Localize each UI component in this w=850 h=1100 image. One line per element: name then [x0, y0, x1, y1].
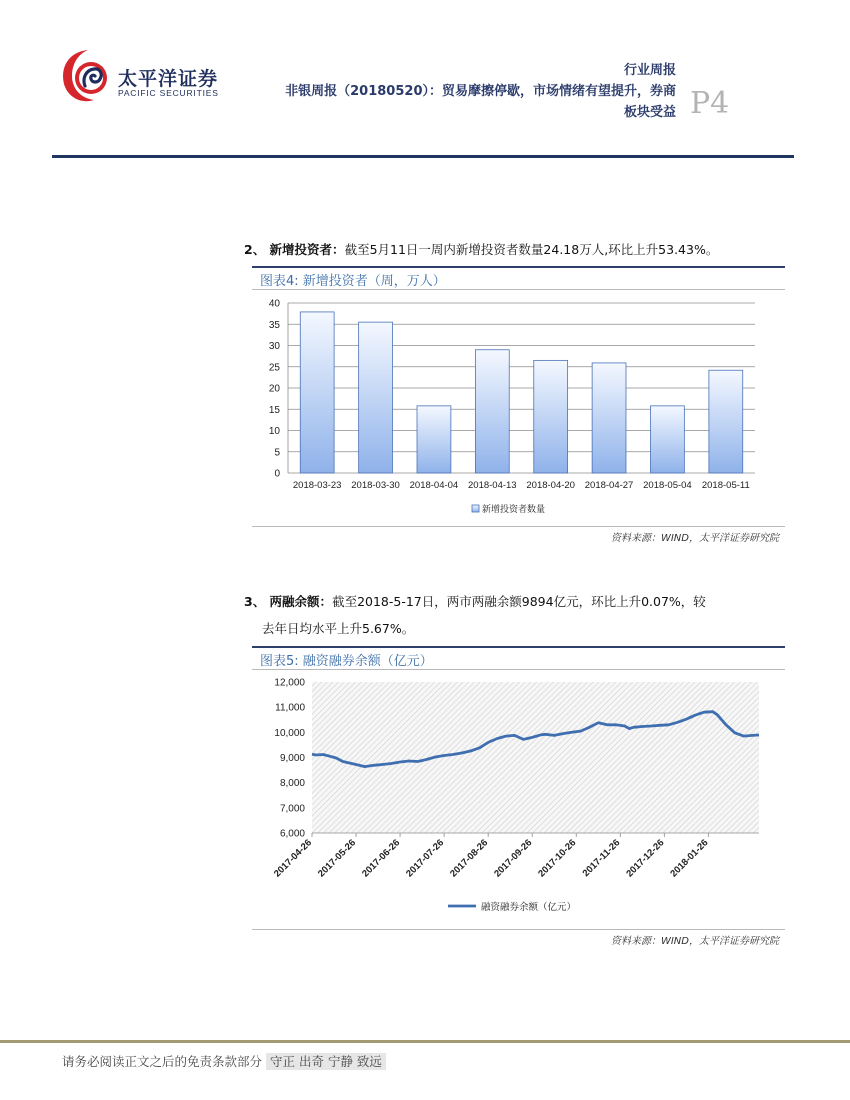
x-tick-label: 2017-10-26 [536, 837, 579, 880]
figure4-title: 图表4: 新增投资者（周，万人） [260, 274, 446, 289]
x-tick-label: 2017-07-26 [404, 837, 447, 880]
figure5-source: 资料来源：WIND，太平洋证券研究院 [610, 936, 779, 947]
chart-legend [448, 901, 576, 913]
section2-heading: 2、 新增投资者： [244, 242, 345, 257]
bar [359, 322, 393, 473]
footer-rule [0, 1040, 850, 1043]
footer-disclaimer: 请务必阅读正文之后的免责条款部分 [62, 1054, 263, 1069]
figure5-chart [252, 672, 785, 924]
report-type: 行业周报 [623, 63, 676, 78]
y-tick-label: 11,000 [275, 702, 305, 714]
bar [651, 406, 685, 473]
section3-text-line1: 截至2018-5-17日，两市两融余额9894亿元，环比上升0.07%，较 [332, 594, 706, 609]
y-tick-label: 9,000 [279, 753, 305, 764]
y-tick-label: 8,000 [279, 778, 305, 790]
x-tick-label: 2018-04-20 [526, 480, 575, 491]
section3-heading: 3、 两融余额： [244, 594, 333, 609]
figure4-bottom-rule [252, 526, 785, 527]
bar [592, 363, 626, 473]
logo-en: PACIFIC SECURITIES [118, 88, 219, 98]
section3-text-line2: 去年日均水平上升5.67%。 [262, 621, 415, 636]
x-tick-label: 2017-11-26 [580, 837, 623, 880]
x-tick-label: 2018-05-11 [701, 480, 750, 491]
report-title-line2: 板块受益 [623, 105, 676, 120]
y-tick-label: 6,000 [279, 828, 305, 840]
x-tick-label: 2017-08-26 [448, 837, 491, 880]
y-tick-label: 15 [268, 404, 280, 416]
figure4-source: 资料来源：WIND，太平洋证券研究院 [610, 533, 779, 544]
header-rule [52, 155, 794, 158]
x-tick-label: 2018-03-23 [292, 480, 342, 491]
legend-swatch [472, 505, 479, 512]
figure4-chart [252, 292, 785, 522]
x-tick-label: 2018-04-27 [584, 480, 634, 491]
bar [534, 360, 568, 473]
chart-legend [472, 503, 545, 514]
x-tick-label: 2017-05-26 [316, 837, 359, 880]
company-logo [58, 46, 112, 106]
y-tick-label: 12,000 [274, 677, 305, 689]
legend-label: 新增投资者数量 [482, 504, 546, 514]
y-tick-label: 25 [268, 362, 280, 374]
y-tick-label: 30 [268, 341, 280, 352]
y-tick-label: 0 [274, 468, 280, 480]
x-tick-label: 2017-12-26 [624, 837, 667, 880]
section2-text: 截至5月11日一周内新增投资者数量24.18万人,环比上升53.43%。 [344, 242, 719, 257]
y-tick-label: 10 [268, 426, 280, 437]
plot-area [312, 682, 759, 833]
y-tick-label: 10,000 [274, 727, 305, 739]
figure5-title-rule [252, 669, 785, 670]
figure5-top-rule [252, 646, 785, 648]
x-tick-label: 2018-04-13 [468, 480, 517, 491]
x-tick-label: 2017-06-26 [360, 837, 403, 880]
figure5-title: 图表5: 融资融券余额（亿元） [260, 654, 433, 669]
section2-paragraph [244, 240, 804, 258]
x-tick-label: 2018-05-04 [643, 480, 692, 491]
section3-paragraph [244, 592, 804, 610]
x-tick-label: 2018-01-26 [668, 837, 711, 880]
bar [300, 312, 334, 473]
figure5-bottom-rule [252, 929, 785, 930]
x-tick-label: 2017-04-26 [271, 837, 315, 880]
y-tick-label: 7,000 [279, 803, 305, 815]
y-tick-label: 40 [268, 298, 280, 310]
bar [475, 350, 509, 473]
x-tick-label: 2018-04-04 [409, 480, 459, 491]
bar [709, 370, 743, 473]
legend-label: 融资融券余额（亿元） [481, 902, 577, 913]
figure4-title-rule [252, 289, 785, 290]
y-tick-label: 5 [274, 447, 280, 459]
footer-motto: 守正 出奇 宁静 致远 [266, 1053, 386, 1070]
figure4-top-rule [252, 266, 785, 268]
logo-cn: 太平洋证券 [118, 68, 219, 90]
report-title-line1: 非银周报（20180520）：贸易摩擦停歇，市场情绪有望提升，券商 [285, 84, 676, 99]
x-tick-label: 2017-09-26 [492, 837, 535, 880]
bar [417, 406, 451, 473]
y-tick-label: 35 [268, 319, 280, 331]
footer [62, 1052, 386, 1070]
page-number: P4 [690, 86, 730, 121]
x-tick-label: 2018-03-30 [351, 480, 400, 491]
y-tick-label: 20 [268, 383, 280, 395]
